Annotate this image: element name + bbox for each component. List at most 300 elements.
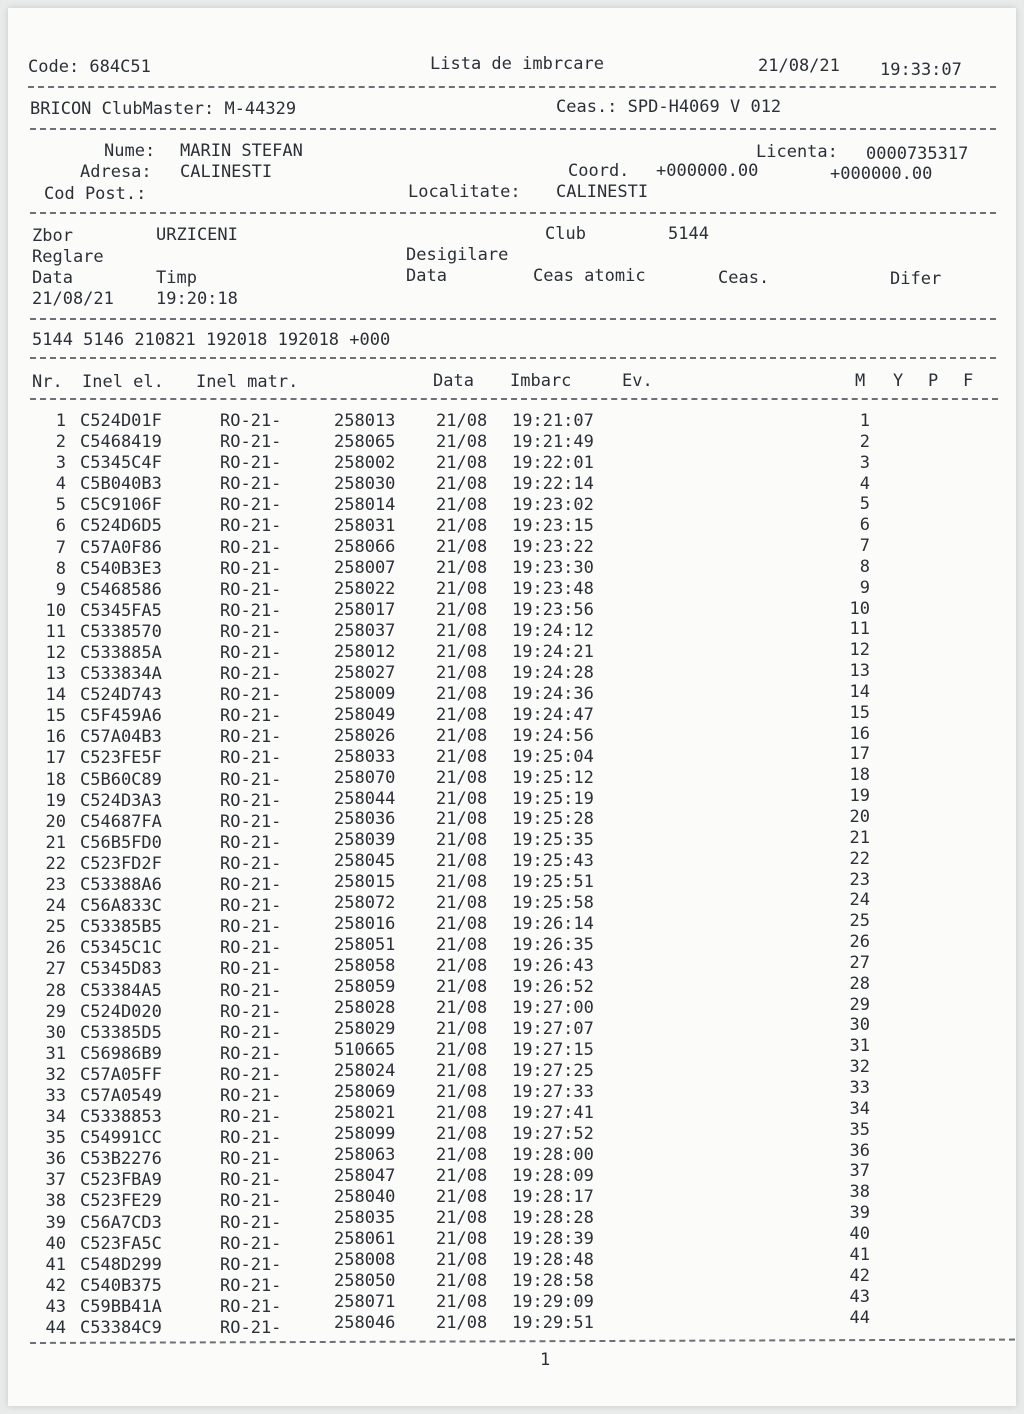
row-date: 21/08 [436, 494, 488, 515]
row-nr: 38 [45, 1191, 66, 1212]
row-electronic-ring: C524D743 [80, 685, 162, 706]
zbor-value: URZICENI [156, 225, 238, 245]
row-nr: 2 [55, 432, 66, 453]
licence-number: 0000735317 [866, 144, 969, 164]
row-date: 21/08 [436, 1166, 488, 1187]
row-electronic-ring: C57A05FF [80, 1064, 162, 1085]
row-rank: 17 [849, 744, 870, 765]
row-date: 21/08 [436, 662, 488, 683]
row-arrival-time: 19:27:07 [512, 1019, 594, 1040]
row-electronic-ring: C54687FA [80, 811, 162, 832]
row-ring-number: 258066 [334, 536, 396, 557]
row-nr: 42 [45, 1275, 66, 1296]
row-ring-number: 258045 [334, 851, 396, 872]
row-nr: 31 [45, 1043, 66, 1064]
licence-label: Licenta: [756, 142, 838, 162]
row-ring-prefix: RO-21- [220, 1022, 282, 1043]
row-rank: 21 [849, 827, 870, 848]
row-ring-number: 258063 [334, 1145, 396, 1166]
row-date: 21/08 [436, 683, 488, 704]
row-electronic-ring: C5468586 [80, 579, 162, 600]
row-electronic-ring: C533885A [80, 643, 162, 664]
row-arrival-time: 19:23:15 [512, 515, 594, 536]
row-electronic-ring: C57A04B3 [80, 727, 162, 748]
row-electronic-ring: C5338853 [80, 1107, 162, 1128]
row-arrival-time: 19:25:12 [512, 767, 594, 788]
row-electronic-ring: C524D020 [80, 1001, 162, 1022]
row-electronic-ring: C523FBA9 [80, 1170, 162, 1191]
row-date: 21/08 [436, 1228, 488, 1249]
row-ring-prefix: RO-21- [220, 516, 282, 537]
row-date: 21/08 [436, 914, 488, 935]
row-arrival-time: 19:25:35 [512, 830, 594, 851]
row-date: 21/08 [436, 1019, 488, 1040]
row-nr: 4 [55, 474, 66, 495]
row-ring-prefix: RO-21- [220, 875, 282, 896]
row-ring-number: 258059 [334, 977, 396, 998]
row-ring-prefix: RO-21- [220, 1001, 282, 1022]
row-arrival-time: 19:26:52 [512, 977, 594, 998]
row-date: 21/08 [436, 725, 488, 746]
row-arrival-time: 19:28:09 [512, 1166, 594, 1187]
row-date: 21/08 [436, 1061, 488, 1082]
row-nr: 11 [45, 621, 66, 642]
row-nr: 6 [55, 516, 66, 537]
row-nr: 40 [45, 1233, 66, 1254]
row-date: 21/08 [436, 620, 488, 641]
row-nr: 16 [45, 727, 66, 748]
row-arrival-time: 19:26:14 [512, 914, 594, 935]
atomic-clock-label: Ceas atomic [533, 266, 646, 286]
row-date: 21/08 [436, 1207, 488, 1228]
coord-label: Coord. [568, 161, 630, 181]
name-label: Nume: [104, 141, 156, 161]
row-rank: 8 [859, 556, 870, 577]
row-nr: 27 [45, 959, 66, 980]
row-arrival-time: 19:27:41 [512, 1103, 594, 1124]
row-nr: 24 [45, 896, 66, 917]
row-rank: 26 [849, 932, 870, 953]
row-date: 21/08 [436, 1187, 488, 1207]
row-nr: 3 [55, 453, 66, 474]
coord-y: +000000.00 [830, 164, 933, 184]
row-ring-prefix: RO-21- [220, 621, 282, 642]
row-arrival-time: 19:28:39 [512, 1228, 594, 1249]
row-ring-prefix: RO-21- [220, 1064, 282, 1085]
row-nr: 33 [45, 1085, 66, 1106]
row-ring-prefix: RO-21- [220, 748, 282, 769]
row-ring-number: 258017 [334, 599, 396, 620]
row-date: 21/08 [436, 1312, 488, 1333]
row-date: 21/08 [436, 830, 488, 851]
row-nr: 18 [45, 769, 66, 790]
row-nr: 1 [55, 411, 66, 431]
row-rank: 20 [849, 807, 870, 828]
row-ring-prefix: RO-21- [220, 643, 282, 664]
row-arrival-time: 19:23:56 [512, 599, 594, 620]
row-rank: 16 [849, 723, 870, 744]
row-ring-prefix: RO-21- [220, 411, 282, 431]
row-ring-prefix: RO-21- [220, 495, 282, 516]
col-imbarc: Imbarc [510, 371, 572, 391]
row-nr: 7 [55, 537, 66, 558]
row-ring-prefix: RO-21- [220, 558, 282, 579]
row-ring-prefix: RO-21- [220, 1212, 282, 1233]
row-ring-number: 258047 [334, 1166, 396, 1187]
row-date: 21/08 [436, 641, 488, 662]
row-nr: 5 [55, 495, 66, 516]
row-electronic-ring: C5B60C89 [80, 769, 162, 790]
row-ring-prefix: RO-21- [220, 853, 282, 874]
desig-data-label: Data [406, 266, 447, 286]
row-ring-prefix: RO-21- [220, 980, 282, 1001]
row-date: 21/08 [436, 977, 488, 998]
row-rank: 6 [859, 515, 870, 536]
row-rank: 35 [849, 1119, 870, 1140]
owner-address: CALINESTI [180, 162, 273, 182]
row-ring-number: 510665 [334, 1040, 396, 1061]
row-ring-prefix: RO-21- [220, 1107, 282, 1128]
row-nr: 41 [45, 1254, 66, 1275]
row-nr: 17 [45, 748, 66, 769]
row-rank: 32 [849, 1057, 870, 1078]
row-nr: 37 [45, 1170, 66, 1191]
row-rank: 29 [849, 994, 870, 1015]
difer-label: Difer [890, 269, 942, 289]
row-rank: 5 [859, 494, 870, 515]
row-arrival-time: 19:27:33 [512, 1082, 594, 1103]
row-ring-number: 258031 [334, 515, 396, 536]
row-nr: 10 [45, 600, 66, 621]
row-rank: 27 [849, 952, 870, 973]
row-electronic-ring: C5338570 [80, 621, 162, 642]
clock-label: Ceas. [718, 268, 770, 288]
row-date: 21/08 [436, 1124, 488, 1145]
col-nr: Nr. [32, 372, 63, 392]
row-arrival-time: 19:28:58 [512, 1270, 594, 1291]
clock-summary-line: 5144 5146 210821 192018 192018 +000 [32, 330, 391, 350]
row-electronic-ring: C56A833C [80, 896, 162, 917]
row-arrival-time: 19:24:12 [512, 620, 594, 641]
row-ring-prefix: RO-21- [220, 1254, 282, 1275]
reglare-label: Reglare [32, 247, 104, 267]
row-arrival-time: 19:27:15 [512, 1040, 594, 1061]
row-electronic-ring: C57A0F86 [80, 537, 162, 558]
row-ring-number: 258040 [334, 1187, 396, 1207]
row-rank: 41 [849, 1244, 870, 1265]
row-rank: 31 [849, 1036, 870, 1057]
row-ring-number: 258099 [334, 1124, 396, 1145]
row-ring-number: 258071 [334, 1291, 396, 1312]
row-rank: 9 [859, 577, 870, 598]
row-ring-prefix: RO-21- [220, 727, 282, 748]
row-arrival-time: 19:25:28 [512, 809, 594, 830]
reg-data-label: Data [32, 268, 73, 288]
row-date: 21/08 [436, 1249, 488, 1270]
row-ring-prefix: RO-21- [220, 600, 282, 621]
row-date: 21/08 [436, 1040, 488, 1061]
row-ring-number: 258046 [334, 1312, 396, 1333]
row-nr: 36 [45, 1149, 66, 1170]
row-nr: 29 [45, 1001, 66, 1022]
row-ring-prefix: RO-21- [220, 537, 282, 558]
row-electronic-ring: C56986B9 [80, 1043, 162, 1064]
row-date: 21/08 [436, 557, 488, 578]
row-date: 21/08 [436, 515, 488, 536]
col-data: Data [433, 371, 474, 391]
col-p: P [928, 371, 939, 391]
row-nr: 43 [45, 1296, 66, 1317]
row-arrival-time: 19:25:51 [512, 872, 594, 893]
col-f: F [963, 371, 974, 391]
row-ring-number: 258009 [334, 683, 396, 704]
row-rank: 37 [849, 1161, 870, 1182]
owner-name: MARIN STEFAN [180, 141, 303, 161]
row-date: 21/08 [436, 998, 488, 1019]
row-date: 21/08 [436, 536, 488, 557]
row-nr: 9 [55, 579, 66, 600]
row-ring-number: 258049 [334, 704, 396, 725]
row-ring-number: 258022 [334, 578, 396, 599]
row-ring-number: 258014 [334, 494, 396, 515]
header-date: 21/08/21 [758, 56, 840, 76]
row-electronic-ring: C5345C4F [80, 453, 162, 474]
row-rank: 23 [849, 869, 870, 890]
row-ring-number: 258028 [334, 998, 396, 1019]
row-electronic-ring: C524D6D5 [80, 516, 162, 537]
row-date: 21/08 [436, 956, 488, 977]
row-arrival-time: 19:25:19 [512, 788, 594, 809]
row-arrival-time: 19:24:28 [512, 662, 594, 683]
row-rank: 1 [859, 411, 870, 431]
row-arrival-time: 19:21:07 [512, 411, 594, 431]
row-date: 21/08 [436, 1270, 488, 1291]
row-electronic-ring: C57A0549 [80, 1085, 162, 1106]
row-rank: 19 [849, 786, 870, 807]
row-rank: 15 [849, 702, 870, 723]
row-nr: 35 [45, 1128, 66, 1149]
row-electronic-ring: C59BB41A [80, 1296, 162, 1317]
row-date: 21/08 [436, 452, 488, 473]
row-ring-number: 258065 [334, 431, 396, 452]
row-date: 21/08 [436, 809, 488, 830]
row-ring-number: 258069 [334, 1082, 396, 1103]
row-ring-prefix: RO-21- [220, 1149, 282, 1170]
col-inel-el: Inel el. [82, 372, 164, 392]
row-electronic-ring: C5B040B3 [80, 474, 162, 495]
row-ring-number: 258029 [334, 1019, 396, 1040]
row-arrival-time: 19:29:51 [512, 1312, 594, 1333]
row-ring-prefix: RO-21- [220, 474, 282, 495]
row-ring-number: 258030 [334, 473, 396, 494]
row-arrival-time: 19:23:02 [512, 494, 594, 515]
header-time: 19:33:07 [880, 60, 962, 80]
row-electronic-ring: C523FD2F [80, 853, 162, 874]
row-electronic-ring: C524D3A3 [80, 790, 162, 811]
row-electronic-ring: C5C9106F [80, 495, 162, 516]
row-electronic-ring: C5345C1C [80, 938, 162, 959]
row-date: 21/08 [436, 411, 488, 431]
row-rank: 36 [849, 1140, 870, 1161]
row-ring-prefix: RO-21- [220, 1128, 282, 1149]
row-rank: 12 [849, 640, 870, 661]
row-date: 21/08 [436, 1103, 488, 1124]
row-ring-prefix: RO-21- [220, 1318, 282, 1338]
row-ring-number: 258037 [334, 620, 396, 641]
row-ring-prefix: RO-21- [220, 1296, 282, 1317]
row-nr: 26 [45, 938, 66, 959]
row-date: 21/08 [436, 788, 488, 809]
coord-x: +000000.00 [656, 161, 759, 181]
club-label: Club [545, 224, 586, 244]
row-ring-prefix: RO-21- [220, 432, 282, 453]
row-date: 21/08 [436, 893, 488, 914]
row-ring-prefix: RO-21- [220, 959, 282, 980]
row-ring-prefix: RO-21- [220, 832, 282, 853]
row-date: 21/08 [436, 473, 488, 494]
row-ring-number: 258002 [334, 452, 396, 473]
locality-label: Localitate: [408, 182, 521, 202]
desigilare-label: Desigilare [406, 245, 509, 265]
row-electronic-ring: C548D299 [80, 1254, 162, 1275]
address-label: Adresa: [80, 162, 152, 182]
row-ring-prefix: RO-21- [220, 769, 282, 790]
row-arrival-time: 19:24:21 [512, 641, 594, 662]
row-ring-number: 258050 [334, 1270, 396, 1291]
locality-value: CALINESTI [556, 182, 649, 202]
row-rank: 3 [859, 452, 870, 473]
row-electronic-ring: C56B5FD0 [80, 832, 162, 853]
row-electronic-ring: C53388A6 [80, 875, 162, 896]
row-electronic-ring: C524D01F [80, 411, 162, 431]
row-electronic-ring: C523FA5C [80, 1233, 162, 1254]
row-rank: 18 [849, 765, 870, 786]
row-rank: 11 [849, 619, 870, 640]
row-ring-number: 258012 [334, 641, 396, 662]
row-arrival-time: 19:28:48 [512, 1249, 594, 1270]
row-ring-prefix: RO-21- [220, 1233, 282, 1254]
row-electronic-ring: C54991CC [80, 1128, 162, 1149]
row-ring-number: 258061 [334, 1228, 396, 1249]
postcode-label: Cod Post.: [44, 184, 147, 204]
row-arrival-time: 19:22:14 [512, 473, 594, 494]
row-ring-number: 258027 [334, 662, 396, 683]
row-ring-number: 258035 [334, 1207, 396, 1228]
row-nr: 14 [45, 685, 66, 706]
row-electronic-ring: C533834A [80, 664, 162, 685]
row-date: 21/08 [436, 935, 488, 956]
row-ring-prefix: RO-21- [220, 685, 282, 706]
row-arrival-time: 19:25:58 [512, 893, 594, 914]
row-electronic-ring: C5345D83 [80, 959, 162, 980]
row-electronic-ring: C56A7CD3 [80, 1212, 162, 1233]
row-arrival-time: 19:28:00 [512, 1145, 594, 1166]
row-arrival-time: 19:26:43 [512, 956, 594, 977]
row-arrival-time: 19:23:22 [512, 536, 594, 557]
row-rank: 43 [849, 1286, 870, 1307]
row-rank: 10 [849, 598, 870, 619]
row-rank: 39 [849, 1203, 870, 1224]
row-ring-prefix: RO-21- [220, 1043, 282, 1064]
row-nr: 8 [55, 558, 66, 579]
row-nr: 32 [45, 1064, 66, 1085]
row-ring-prefix: RO-21- [220, 664, 282, 685]
row-arrival-time: 19:28:17 [512, 1187, 594, 1207]
row-date: 21/08 [436, 767, 488, 788]
reg-timp-label: Timp [156, 268, 197, 288]
row-date: 21/08 [436, 746, 488, 767]
row-date: 21/08 [436, 599, 488, 620]
row-ring-prefix: RO-21- [220, 1170, 282, 1191]
row-nr: 19 [45, 790, 66, 811]
row-nr: 34 [45, 1107, 66, 1128]
row-date: 21/08 [436, 1145, 488, 1166]
row-ring-number: 258033 [334, 746, 396, 767]
row-ring-number: 258021 [334, 1103, 396, 1124]
row-ring-prefix: RO-21- [220, 1085, 282, 1106]
document-title: Lista de imbrcare [430, 54, 604, 74]
row-nr: 39 [45, 1212, 66, 1233]
row-ring-prefix: RO-21- [220, 453, 282, 474]
row-ring-prefix: RO-21- [220, 896, 282, 917]
row-ring-prefix: RO-21- [220, 1191, 282, 1212]
row-electronic-ring: C5345FA5 [80, 600, 162, 621]
row-arrival-time: 19:24:47 [512, 704, 594, 725]
row-rank: 44 [849, 1308, 870, 1328]
row-arrival-time: 19:25:43 [512, 851, 594, 872]
zbor-label: Zbor [32, 226, 73, 246]
row-date: 21/08 [436, 704, 488, 725]
page-number: 1 [540, 1350, 551, 1370]
row-electronic-ring: C53384C9 [80, 1318, 162, 1338]
row-arrival-time: 19:29:09 [512, 1291, 594, 1312]
row-ring-number: 258051 [334, 935, 396, 956]
col-y: Y [893, 371, 904, 391]
row-ring-number: 258044 [334, 788, 396, 809]
row-arrival-time: 19:23:30 [512, 557, 594, 578]
reg-date-value: 21/08/21 [32, 289, 114, 309]
row-nr: 22 [45, 853, 66, 874]
row-arrival-time: 19:26:35 [512, 935, 594, 956]
row-rank: 42 [849, 1265, 870, 1286]
row-ring-prefix: RO-21- [220, 811, 282, 832]
row-ring-prefix: RO-21- [220, 917, 282, 938]
row-arrival-time: 19:27:00 [512, 998, 594, 1019]
row-ring-number: 258070 [334, 767, 396, 788]
row-rank: 14 [849, 681, 870, 702]
col-inel-matr: Inel matr. [196, 372, 299, 392]
row-rank: 28 [849, 973, 870, 994]
row-arrival-time: 19:23:48 [512, 578, 594, 599]
row-electronic-ring: C540B3E3 [80, 558, 162, 579]
clock-info: Ceas.: SPD-H4069 V 012 [556, 97, 782, 117]
row-arrival-time: 19:27:25 [512, 1061, 594, 1082]
row-electronic-ring: C5F459A6 [80, 706, 162, 727]
device-info: BRICON ClubMaster: M-44329 [30, 99, 297, 119]
row-ring-number: 258008 [334, 1249, 396, 1270]
row-electronic-ring: C523FE29 [80, 1191, 162, 1212]
row-nr: 15 [45, 706, 66, 727]
row-ring-prefix: RO-21- [220, 790, 282, 811]
row-nr: 28 [45, 980, 66, 1001]
row-electronic-ring: C53385D5 [80, 1022, 162, 1043]
row-date: 21/08 [436, 431, 488, 452]
row-rank: 25 [849, 911, 870, 932]
row-ring-number: 258039 [334, 830, 396, 851]
row-arrival-time: 19:24:36 [512, 683, 594, 704]
reg-time-value: 19:20:18 [156, 289, 238, 309]
row-rank: 2 [859, 431, 870, 452]
